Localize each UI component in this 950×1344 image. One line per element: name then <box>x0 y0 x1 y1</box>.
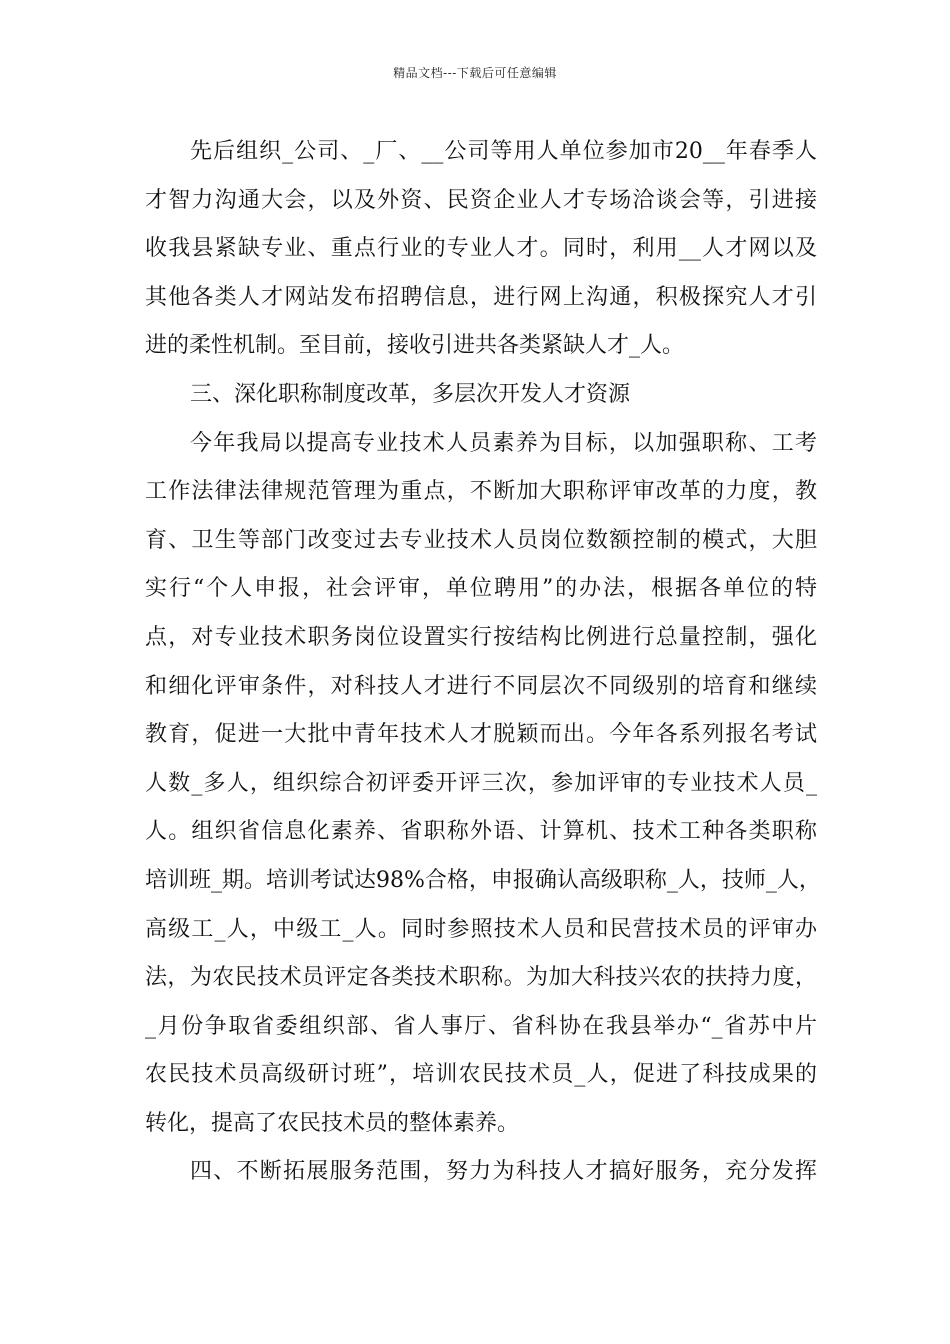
paragraph-line: _月份争取省委组织部、省人事厅、省科协在我县举办“_省苏中片 <box>145 1013 817 1039</box>
document-body <box>145 128 821 1197</box>
paragraph-line: 人数_多人，组织综合初评委开评三次，参加评审的专业技术人员_ <box>145 770 817 796</box>
paragraph-line: 人。组织省信息化素养、省职称外语、计算机、技术工种各类职称 <box>145 819 817 845</box>
paragraph-line: 教育，促进一大批中青年技术人才脱颖而出。今年各系列报名考试 <box>145 722 817 748</box>
paragraph-line: 培训班_期。培训考试达98%合格，申报确认高级职称_人，技师_人， <box>145 867 821 893</box>
paragraph-line: 收我县紧缺专业、重点行业的专业人才。同时，利用__人才网以及 <box>145 236 817 262</box>
paragraph-line: 农民技术员高级研讨班”，培训农民技术员_人，促进了科技成果的 <box>145 1062 817 1088</box>
section-heading: 三、深化职称制度改革，多层次开发人才资源 <box>190 381 631 407</box>
section-heading: 四、不断拓展服务范围，努力为科技人才搞好服务，充分发挥 <box>190 1159 817 1185</box>
paragraph-line: 点，对专业技术职务岗位设置实行按结构比例进行总量控制，强化 <box>145 624 817 650</box>
paragraph-line: 先后组织_公司、_厂、__公司等用人单位参加市20__年春季人 <box>190 139 817 164</box>
paragraph-line: 育、卫生等部门改变过去专业技术人员岗位数额控制的模式，大胆 <box>145 527 817 553</box>
paragraph-line: 转化，提高了农民技术员的整体素养。 <box>145 1110 520 1136</box>
paragraph-line: 其他各类人才网站发布招聘信息，进行网上沟通，积极探究人才引 <box>145 284 817 310</box>
paragraph-line: 进的柔性机制。至目前，接收引进共各类紧缺人才_人。 <box>145 333 685 359</box>
paragraph-line: 高级工_人，中级工_人。同时参照技术人员和民营技术员的评审办 <box>145 916 817 942</box>
paragraph-line: 才智力沟通大会，以及外资、民资企业人才专场洽谈会等，引进接 <box>145 187 817 213</box>
page-header: 精品文档---下载后可任意编辑 <box>393 66 557 80</box>
paragraph-line: 法，为农民技术员评定各类技术职称。为加大科技兴农的扶持力度， <box>145 965 817 991</box>
paragraph-line: 今年我局以提高专业技术人员素养为目标，以加强职称、工考 <box>190 430 817 456</box>
paragraph-line: 实行“个人申报，社会评审，单位聘用”的办法，根据各单位的特 <box>145 576 817 602</box>
paragraph-line: 和细化评审条件，对科技人才进行不同层次不同级别的培育和继续 <box>145 673 817 699</box>
paragraph-line: 工作法律法律规范管理为重点，不断加大职称评审改革的力度，教 <box>145 479 817 505</box>
